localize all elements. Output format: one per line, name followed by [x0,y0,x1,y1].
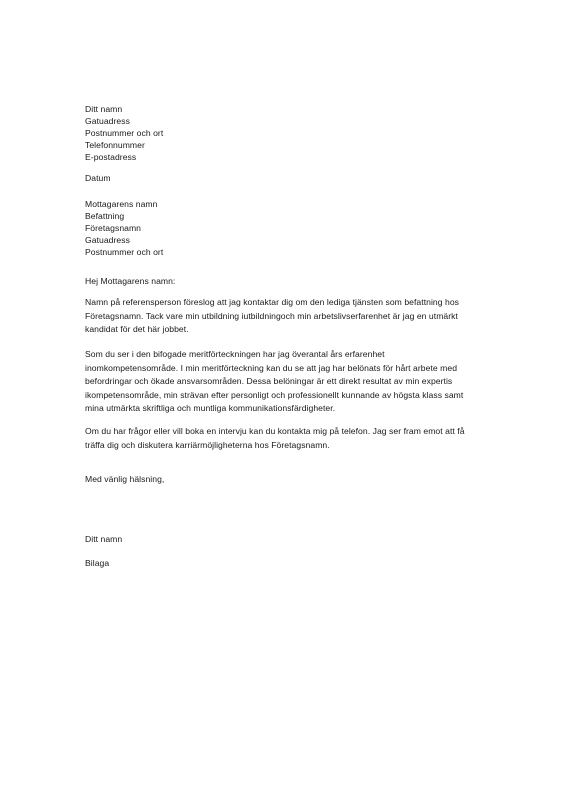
attachment-block [85,557,510,569]
letter-date: Datum [85,173,111,183]
closing-block [85,473,510,485]
body-paragraph-3 [85,425,510,452]
date-block [85,172,510,184]
sender-phone: Telefonnummer [85,140,145,150]
paragraph-line: Om du har frågor eller vill boka en intervju kan du kontakta mig på telefon. Jag ser fram emot att få [85,426,465,436]
paragraph-line: inomkompetensområde. I min meritförteckning kan du se att jag har belönats för hårt arbete med [85,362,458,373]
recipient-name: Mottagarens namn [85,199,158,209]
signature-name: Ditt namn [85,534,123,544]
paragraph-line: Namn på referensperson föreslog att jag kontaktar dig om den lediga tjänsten som befattning hos [85,297,460,307]
recipient-street: Gatuadress [85,235,130,245]
sender-street: Gatuadress [85,116,130,126]
paragraph-line: träffa dig och diskutera karriärmöjligheterna hos Företagsnamn. [85,439,330,450]
greeting: Hej Mottagarens namn: [85,276,176,286]
signature-block [85,533,510,545]
paragraph-line: ikompetensområde, min strävan efter personligt och professionellt kunnande av högsta klass samt [85,389,464,400]
body-paragraph-2 [85,348,510,416]
paragraph-line: befordringar och ökade ansvarsområden. Dessa belöningar är ett direkt resultat av min expertis [85,376,453,386]
paragraph-line: kandidat för det här jobbet. [85,324,189,334]
attachment-label: Bilaga [85,558,110,568]
recipient-postal: Postnummer och ort [85,247,164,257]
closing: Med vänlig hälsning, [85,474,165,484]
paragraph-line: Företagsnamn. Tack vare min utbildning iutbildningoch min arbetslivserfarenhet är jag en utmärkt [85,310,458,321]
sender-postal: Postnummer och ort [85,128,164,138]
recipient-title: Befattning [85,211,125,221]
sender-email: E-postadress [85,152,137,162]
greeting-block [85,275,510,287]
recipient-address-block [85,198,510,258]
sender-address-block [85,103,510,163]
body-paragraph-1 [85,296,510,337]
paragraph-line: Som du ser i den bifogade meritförteckningen har jag överantal års erfarenhet [85,349,385,359]
paragraph-line: mina utmärkta skriftliga och muntliga kommunikationsfärdigheter. [85,403,336,413]
recipient-company: Företagsnamn [85,223,142,233]
sender-name: Ditt namn [85,104,123,114]
